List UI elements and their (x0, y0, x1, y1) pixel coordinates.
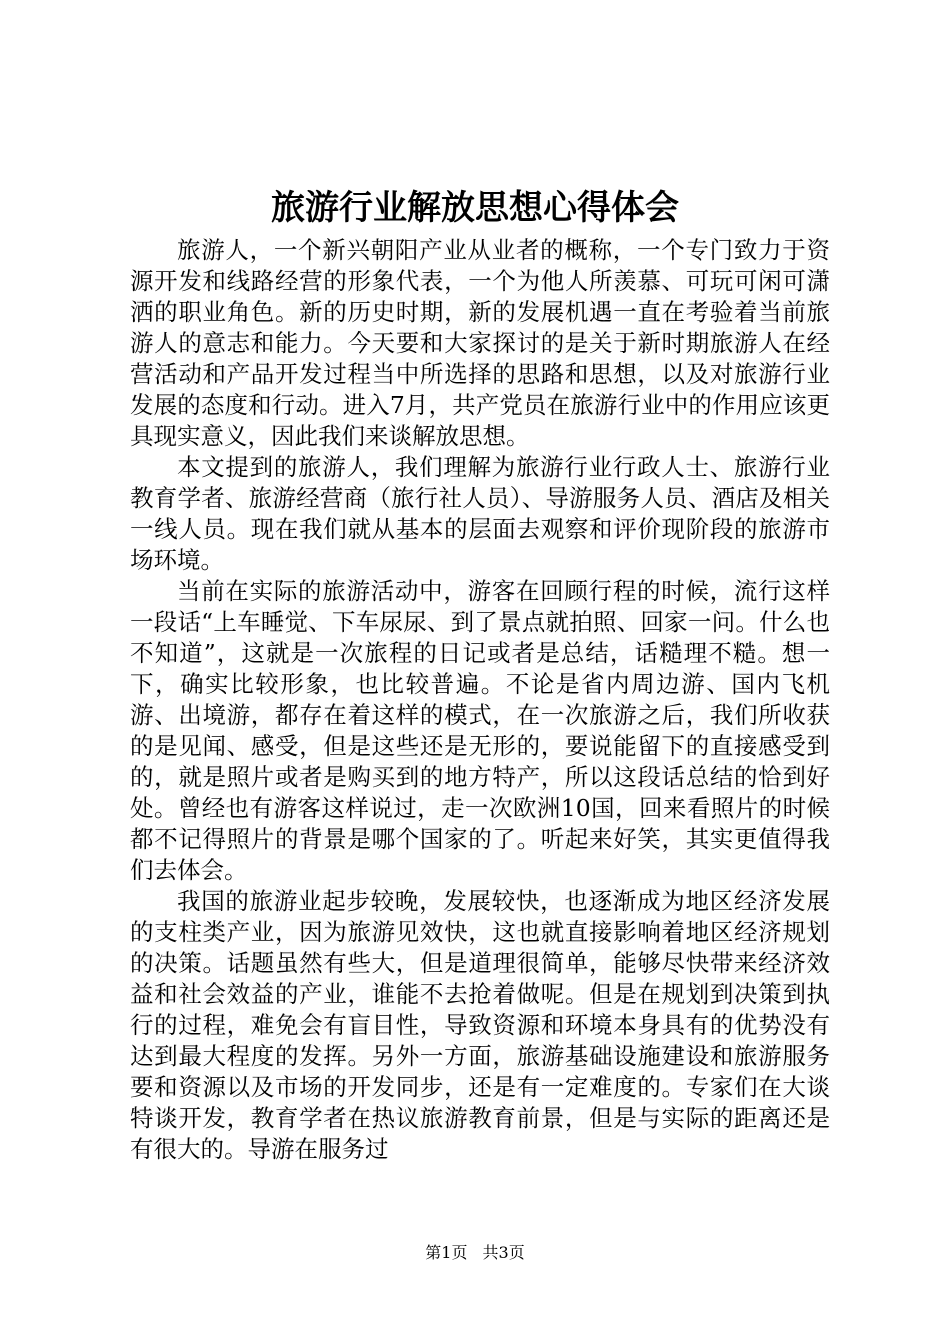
document-title: 旅游行业解放思想心得体会 (271, 188, 679, 228)
page-footer (0, 1243, 950, 1263)
paragraph: 我国的旅游业起步较晚，发展较快，也逐渐成为地区经济发展的支柱类产业，因为旅游见效快，这也就直接影响着地区经济规划的决策。话题虽然有些大，但是道理很简单，能够尽快带来经济效益和社会效益的产业，谁能不去抢着做呢。但是在规划到决策到执行的过程，难免会有盲目性，导致资源和环境本身具有的优势没有达到最大程度的发挥。另外一方面，旅游基础设施建设和旅游服务要和资源以及市场的开发同步，还是有一定难度的。专家们在大谈特谈开发，教育学者在热议旅游教育前景，但是与实际的距离还是有很大的。导游在服务过 (130, 887, 830, 1163)
page-number: 第1页 (425, 1243, 468, 1262)
paragraph: 本文提到的旅游人，我们理解为旅游行业行政人士、旅游行业教育学者、旅游经营商（旅行社人员）、导游服务人员、酒店及相关一线人员。现在我们就从基本的层面去观察和评价现阶段的旅游市场环境。 (130, 453, 830, 574)
paragraph: 当前在实际的旅游活动中，游客在回顾行程的时候，流行这样一段话“上车睡觉、下车尿尿、到了景点就拍照、回家一问。什么也不知道”，这就是一次旅程的日记或者是总结，话糙理不糙。想一下，确实比较形象，也比较普遍。不论是省内周边游、国内飞机游、出境游，都存在着这样的模式，在一次旅游之后，我们所收获的是见闻、感受，但是这些还是无形的，要说能留下的直接感受到的，就是照片或者是购买到的地方特产，所以这段话总结的恰到好处。曾经也有游客这样说过，走一次欧洲10国，回来看照片的时候都不记得照片的背景是哪个国家的了。听起来好笑，其实更值得我们去体会。 (130, 577, 830, 884)
document-body (130, 235, 830, 1165)
page-total: 共3页 (482, 1243, 525, 1262)
paragraph: 旅游人，一个新兴朝阳产业从业者的概称，一个专门致力于资源开发和线路经营的形象代表，一个为他人所羡慕、可玩可闲可潇洒的职业角色。新的历史时期，新的发展机遇一直在考验着当前旅游人的意志和能力。今天要和大家探讨的是关于新时期旅游人在经营活动和产品开发过程当中所选择的思路和思想，以及对旅游行业发展的态度和行动。进入7月，共产党员在旅游行业中的作用应该更具现实意义，因此我们来谈解放思想。 (130, 236, 830, 450)
